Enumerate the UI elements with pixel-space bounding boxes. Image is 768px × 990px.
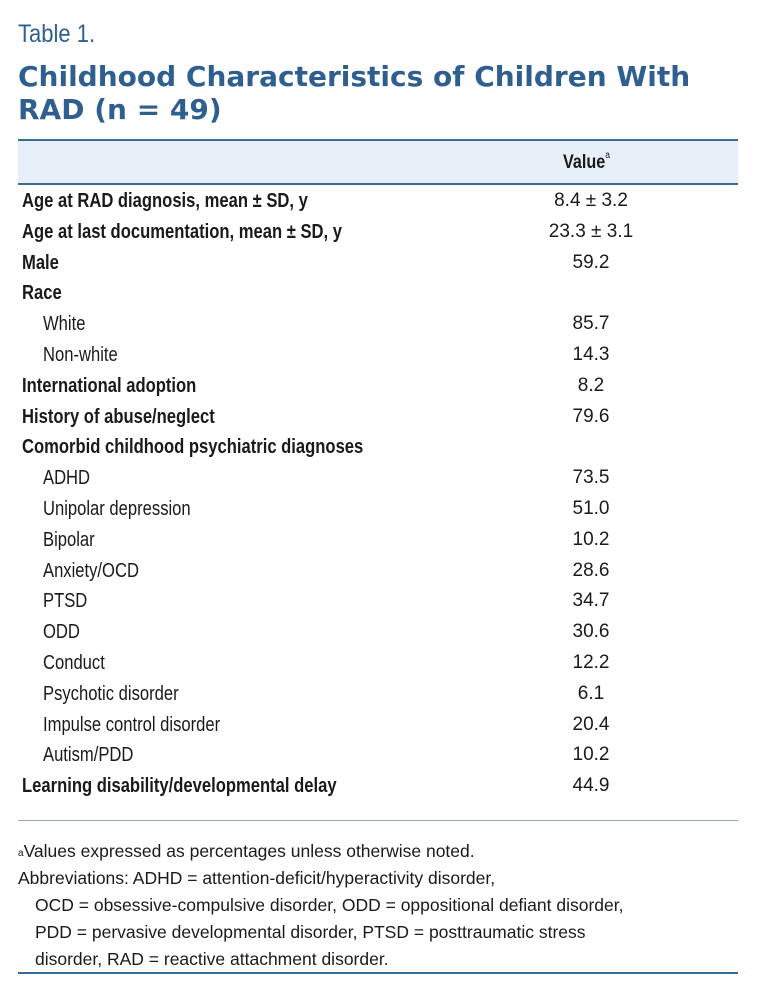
abbreviations-line: Abbreviations: ADHD = attention-deficit/hyperactivity disorder, — [18, 868, 496, 888]
table-row — [18, 680, 738, 711]
row-label: Bipolar — [43, 528, 95, 551]
row-label: Age at last documentation, mean ± SD, y — [22, 220, 342, 243]
row-value: 20.4 — [572, 713, 610, 735]
table-row — [18, 187, 738, 218]
abbreviations-line: OCD = obsessive-compulsive disorder, ODD = oppositional defiant disorder, — [35, 895, 624, 915]
row-label: Non-white — [43, 343, 118, 366]
table-label: Table 1. — [18, 20, 96, 48]
row-value: 44.9 — [572, 775, 610, 797]
value-column-header-label: Value — [563, 152, 606, 173]
table-row — [18, 341, 738, 372]
row-label: Unipolar depression — [43, 497, 191, 520]
row-label: Impulse control disorder — [43, 713, 221, 736]
row-label: PTSD — [43, 590, 88, 613]
row-label: Psychotic disorder — [43, 682, 179, 705]
row-label: History of abuse/neglect — [22, 405, 215, 428]
row-label: Learning disability/developmental delay — [22, 775, 337, 798]
table-bottom-rule — [18, 820, 738, 821]
row-value: 79.6 — [572, 405, 610, 427]
table-row — [18, 557, 738, 588]
table-title: Childhood Characteristics of Children With RAD (n = 49) — [18, 60, 691, 126]
row-value: 14.3 — [572, 343, 610, 365]
row-label: Comorbid childhood psychiatric diagnoses — [22, 436, 364, 459]
table-row — [18, 772, 738, 803]
table-row — [18, 587, 738, 618]
table-row — [18, 433, 738, 464]
row-value: 59.2 — [572, 251, 610, 273]
table-end-rule — [18, 972, 738, 974]
row-value: 73.5 — [572, 467, 610, 489]
table-row — [18, 649, 738, 680]
row-value: 10.2 — [572, 528, 610, 550]
row-value: 8.2 — [577, 374, 605, 396]
row-label: Autism/PDD — [43, 744, 134, 767]
table-header-row — [18, 139, 738, 185]
value-footnote-marker: a — [605, 150, 610, 161]
footnote-text: Values expressed as percentages unless otherwise noted. — [23, 841, 475, 861]
table-row — [18, 526, 738, 557]
row-label: Conduct — [43, 651, 105, 674]
table-row — [18, 403, 738, 434]
row-label: ODD — [43, 621, 80, 644]
row-label: Race — [22, 282, 62, 305]
table-footnotes — [18, 838, 748, 973]
table-row — [18, 279, 738, 310]
table-row — [18, 711, 738, 742]
row-value: 85.7 — [572, 313, 610, 335]
table-row — [18, 741, 738, 772]
row-label: Male — [22, 251, 59, 274]
table-row — [18, 310, 738, 341]
table-row — [18, 372, 738, 403]
footnote-a — [18, 838, 748, 865]
table-row — [18, 249, 738, 280]
row-value: 12.2 — [572, 651, 610, 673]
row-value: 30.6 — [572, 621, 610, 643]
row-label: Age at RAD diagnosis, mean ± SD, y — [22, 190, 308, 212]
footnote-marker: a — [18, 848, 24, 859]
row-value: 34.7 — [572, 590, 610, 612]
row-label: International adoption — [22, 374, 197, 397]
row-label: White — [43, 313, 86, 336]
abbreviations-line: PDD = pervasive developmental disorder, PTSD = posttraumatic stress — [35, 922, 586, 942]
row-value: 28.6 — [572, 559, 610, 581]
table-body — [18, 187, 738, 803]
row-value: 6.1 — [577, 682, 605, 704]
table-row — [18, 218, 738, 249]
row-label: ADHD — [43, 467, 91, 490]
row-value: 51.0 — [572, 497, 610, 519]
table-row — [18, 464, 738, 495]
table-row — [18, 495, 738, 526]
abbreviations-line: disorder, RAD = reactive attachment disorder. — [35, 949, 389, 969]
row-value: 23.3 ± 3.1 — [548, 220, 634, 242]
value-column-header — [563, 152, 610, 174]
table-row — [18, 618, 738, 649]
row-label: Anxiety/OCD — [43, 559, 139, 582]
row-value: 10.2 — [572, 744, 610, 766]
row-value: 8.4 ± 3.2 — [554, 190, 628, 211]
